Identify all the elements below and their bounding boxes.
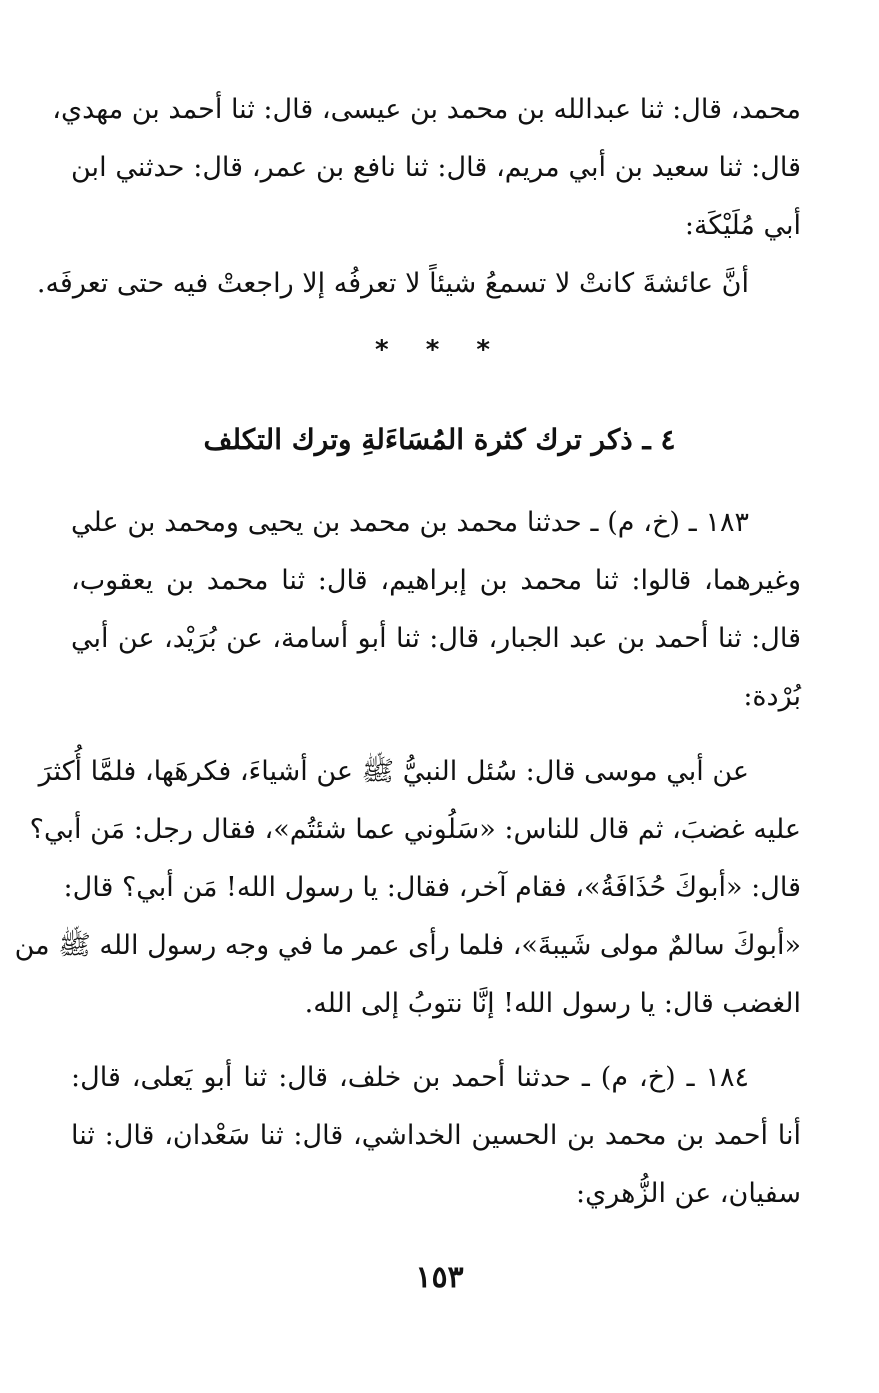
text-line: أبي مُلَيْكَة:	[684, 210, 801, 241]
isnad-line: ١٨٣ ـ (خ، م) ـ حدثنا محمد بن محمد بن يحيى ومحمد بن علي	[71, 507, 749, 538]
hadith-text: عليه غضبَ، ثم قال للناس: «سَلُوني عما شئتُم»، فقال رجل: مَن أبي؟	[29, 814, 801, 845]
isnad-line: وغيرهما، قالوا: ثنا محمد بن إبراهيم، قال: ثنا محمد بن يعقوب،	[71, 565, 801, 596]
isnad-line: أنا أحمد بن محمد بن الحسين الخداشي، قال: ثنا سَعْدان، قال: ثنا	[71, 1120, 801, 1151]
hadith-text: «أبوكَ سالمٌ مولى شَيبةَ»، فلما رأى عمر ما في وجه رسول الله ﷺ من	[14, 930, 801, 961]
isnad-line: سفيان، عن الزُّهري:	[575, 1178, 801, 1209]
isnad-line: قال: ثنا أحمد بن عبد الجبار، قال: ثنا أبو أسامة، عن بُرَيْد، عن أبي	[71, 623, 801, 654]
isnad-line: ١٨٤ ـ (خ، م) ـ حدثنا أحمد بن خلف، قال: ثنا أبو يَعلى، قال:	[71, 1062, 749, 1093]
section-separator: * * *	[375, 335, 504, 365]
text-line: قال: ثنا سعيد بن أبي مريم، قال: ثنا نافع بن عمر، قال: حدثني ابن	[71, 152, 801, 183]
chapter-heading: ٤ ـ ذكر ترك كثرة المُسَاءَلةِ وترك التكلف	[203, 423, 676, 456]
isnad-line: بُرْدة:	[743, 681, 801, 712]
hadith-text: قال: «أبوكَ حُذَافَةُ»، فقام آخر، فقال: يا رسول الله! مَن أبي؟ قال:	[63, 872, 801, 903]
hadith-text: عن أبي موسى قال: سُئل النبيُّ ﷺ عن أشياءَ، فكرهَها، فلمَّا أُكثرَ	[38, 756, 749, 787]
hadith-text: أنَّ عائشةَ كانتْ لا تسمعُ شيئاً لا تعرفُه إلا راجعتْ فيه حتى تعرفَه.	[36, 268, 749, 299]
text-line: محمد، قال: ثنا عبدالله بن محمد بن عيسى، قال: ثنا أحمد بن مهدي،	[52, 94, 801, 125]
hadith-text: الغضب قال: يا رسول الله! إنَّا نتوبُ إلى الله.	[304, 988, 801, 1019]
page-number: ١٥٣	[415, 1260, 464, 1295]
